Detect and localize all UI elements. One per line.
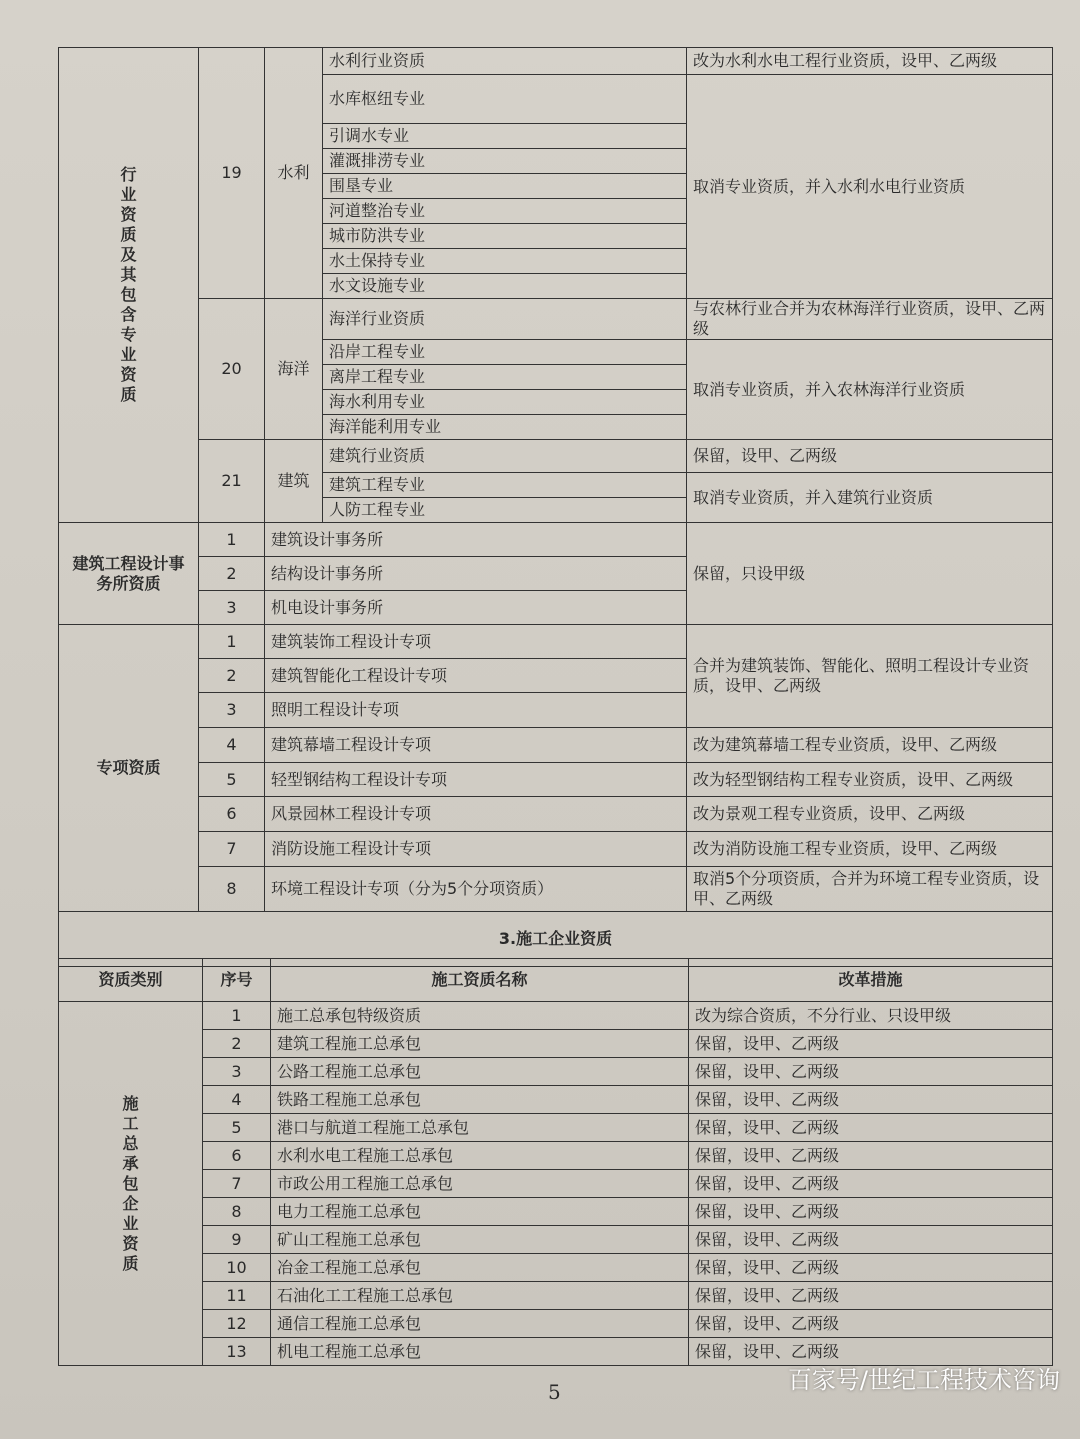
row-number: 4 (199, 728, 265, 763)
qualification-name: 照明工程设计专项 (265, 693, 687, 728)
reform-measure: 保留，设甲、乙两级 (689, 1086, 1053, 1114)
table-row (59, 1254, 1053, 1282)
reform-measure: 取消专业资质，并入建筑行业资质 (687, 473, 1053, 523)
row-number: 1 (203, 1002, 271, 1030)
qualification-name: 城市防洪专业 (323, 224, 687, 249)
qualification-name: 消防设施工程设计专项 (265, 832, 687, 867)
table-row (59, 48, 1053, 75)
row-number: 7 (199, 832, 265, 867)
qualification-name: 沿岸工程专业 (323, 340, 687, 365)
reform-measure: 保留，设甲、乙两级 (689, 1142, 1053, 1170)
row-number: 1 (199, 625, 265, 659)
reform-measure: 取消5个分项资质，合并为环境工程专业资质，设甲、乙两级 (687, 867, 1053, 912)
row-number: 5 (203, 1114, 271, 1142)
row-number: 1 (199, 523, 265, 557)
table-row (59, 523, 1053, 557)
row-number: 12 (203, 1310, 271, 1338)
table-row (59, 728, 1053, 763)
table-row (59, 1226, 1053, 1254)
row-number: 8 (203, 1198, 271, 1226)
row-number: 3 (199, 693, 265, 728)
table-row (59, 1002, 1053, 1030)
reform-measure: 改为综合资质，不分行业、只设甲级 (689, 1002, 1053, 1030)
qualification-name: 建筑行业资质 (323, 440, 687, 473)
reform-measure: 保留，设甲、乙两级 (689, 1114, 1053, 1142)
table-row (59, 832, 1053, 867)
qualification-name: 建筑工程施工总承包 (271, 1030, 689, 1058)
reform-measure: 保留，设甲、乙两级 (689, 1338, 1053, 1366)
row-number: 6 (199, 797, 265, 832)
row-number: 5 (199, 763, 265, 797)
qualification-name: 引调水专业 (323, 124, 687, 149)
reform-measure: 改为景观工程专业资质，设甲、乙两级 (687, 797, 1053, 832)
row-number: 3 (203, 1058, 271, 1086)
qualification-name: 轻型钢结构工程设计专项 (265, 763, 687, 797)
category-cell: 建筑工程设计事务所资质 (59, 523, 199, 625)
reform-measure: 改为消防设施工程专业资质，设甲、乙两级 (687, 832, 1053, 867)
row-number: 2 (203, 1030, 271, 1058)
watermark-text: 百家号/世纪工程技术咨询 (787, 1366, 1060, 1394)
reform-measure: 保留，设甲、乙两级 (689, 1198, 1053, 1226)
row-number: 4 (203, 1086, 271, 1114)
table-row (59, 1142, 1053, 1170)
qualification-name: 建筑智能化工程设计专项 (265, 659, 687, 693)
qualification-name: 市政公用工程施工总承包 (271, 1170, 689, 1198)
header-category: 资质类别 (59, 959, 203, 1002)
group-number: 21 (199, 440, 265, 523)
qualification-table-upper (58, 47, 1053, 967)
category-cell (59, 48, 199, 523)
qualification-name: 机电设计事务所 (265, 591, 687, 625)
qualification-name: 水利水电工程施工总承包 (271, 1142, 689, 1170)
reform-measure: 取消专业资质，并入农林海洋行业资质 (687, 340, 1053, 440)
reform-measure: 保留，设甲、乙两级 (687, 440, 1053, 473)
reform-measure: 保留，设甲、乙两级 (689, 1030, 1053, 1058)
table-row (59, 867, 1053, 912)
qualification-name: 环境工程设计专项（分为5个分项资质） (265, 867, 687, 912)
qualification-name: 海水利用专业 (323, 390, 687, 415)
reform-measure: 改为轻型钢结构工程专业资质，设甲、乙两级 (687, 763, 1053, 797)
group-name: 水利 (265, 48, 323, 299)
qualification-name: 施工总承包特级资质 (271, 1002, 689, 1030)
table-row (59, 1114, 1053, 1142)
row-number: 13 (203, 1338, 271, 1366)
qualification-name: 海洋行业资质 (323, 299, 687, 340)
row-number: 6 (203, 1142, 271, 1170)
group-name: 海洋 (265, 299, 323, 440)
qualification-name: 水利行业资质 (323, 48, 687, 75)
row-number: 9 (203, 1226, 271, 1254)
table-row (59, 1030, 1053, 1058)
table-header-row (59, 959, 1053, 1002)
reform-measure: 保留，只设甲级 (687, 523, 1053, 625)
reform-measure: 合并为建筑装饰、智能化、照明工程设计专业资质，设甲、乙两级 (687, 625, 1053, 728)
row-number: 11 (203, 1282, 271, 1310)
category-label: 施工总承包企业资质 (122, 1093, 139, 1273)
group-name: 建筑 (265, 440, 323, 523)
reform-measure: 改为建筑幕墙工程专业资质，设甲、乙两级 (687, 728, 1053, 763)
qualification-name: 水土保持专业 (323, 249, 687, 274)
qualification-name: 水文设施专业 (323, 274, 687, 299)
qualification-name: 海洋能利用专业 (323, 415, 687, 440)
row-number: 2 (199, 557, 265, 591)
table-row (59, 299, 1053, 340)
reform-measure: 改为水利水电工程行业资质，设甲、乙两级 (687, 48, 1053, 75)
qualification-name: 矿山工程施工总承包 (271, 1226, 689, 1254)
qualification-name: 围垦专业 (323, 174, 687, 199)
qualification-name: 灌溉排涝专业 (323, 149, 687, 174)
table-row (59, 625, 1053, 659)
header-number: 序号 (203, 959, 271, 1002)
reform-measure: 保留，设甲、乙两级 (689, 1226, 1053, 1254)
section-title: 3.施工企业资质 (59, 912, 1053, 967)
qualification-name: 风景园林工程设计专项 (265, 797, 687, 832)
qualification-name: 人防工程专业 (323, 498, 687, 523)
reform-measure: 保留，设甲、乙两级 (689, 1282, 1053, 1310)
table-row (59, 1198, 1053, 1226)
row-number: 8 (199, 867, 265, 912)
qualification-name: 电力工程施工总承包 (271, 1198, 689, 1226)
table-row (59, 440, 1053, 473)
qualification-name: 机电工程施工总承包 (271, 1338, 689, 1366)
group-number: 20 (199, 299, 265, 440)
table-row (59, 1170, 1053, 1198)
qualification-name: 公路工程施工总承包 (271, 1058, 689, 1086)
group-number: 19 (199, 48, 265, 299)
category-cell (59, 1002, 203, 1366)
category-label: 行业资质及其包含专业资质 (120, 165, 137, 404)
row-number: 10 (203, 1254, 271, 1282)
row-number: 7 (203, 1170, 271, 1198)
qualification-name: 通信工程施工总承包 (271, 1310, 689, 1338)
qualification-name: 石油化工工程施工总承包 (271, 1282, 689, 1310)
table-row (59, 1282, 1053, 1310)
qualification-name: 冶金工程施工总承包 (271, 1254, 689, 1282)
header-measure: 改革措施 (689, 959, 1053, 1002)
table-row (59, 763, 1053, 797)
row-number: 3 (199, 591, 265, 625)
construction-qualification-table (58, 958, 1053, 1366)
row-number: 2 (199, 659, 265, 693)
qualification-name: 港口与航道工程施工总承包 (271, 1114, 689, 1142)
qualification-name: 建筑装饰工程设计专项 (265, 625, 687, 659)
table-row (59, 797, 1053, 832)
qualification-name: 建筑工程专业 (323, 473, 687, 498)
table-row (59, 1310, 1053, 1338)
table-row (59, 1058, 1053, 1086)
table-row (59, 1086, 1053, 1114)
reform-measure: 保留，设甲、乙两级 (689, 1310, 1053, 1338)
reform-measure: 保留，设甲、乙两级 (689, 1058, 1053, 1086)
qualification-name: 水库枢纽专业 (323, 75, 687, 124)
reform-measure: 取消专业资质，并入水利水电行业资质 (687, 75, 1053, 299)
reform-measure: 保留，设甲、乙两级 (689, 1170, 1053, 1198)
header-name: 施工资质名称 (271, 959, 689, 1002)
qualification-name: 结构设计事务所 (265, 557, 687, 591)
reform-measure: 保留，设甲、乙两级 (689, 1254, 1053, 1282)
page-number: 5 (548, 1380, 561, 1404)
qualification-name: 建筑幕墙工程设计专项 (265, 728, 687, 763)
qualification-name: 建筑设计事务所 (265, 523, 687, 557)
qualification-name: 离岸工程专业 (323, 365, 687, 390)
qualification-name: 铁路工程施工总承包 (271, 1086, 689, 1114)
qualification-name: 河道整治专业 (323, 199, 687, 224)
category-cell: 专项资质 (59, 625, 199, 912)
reform-measure: 与农林行业合并为农林海洋行业资质，设甲、乙两级 (687, 299, 1053, 340)
